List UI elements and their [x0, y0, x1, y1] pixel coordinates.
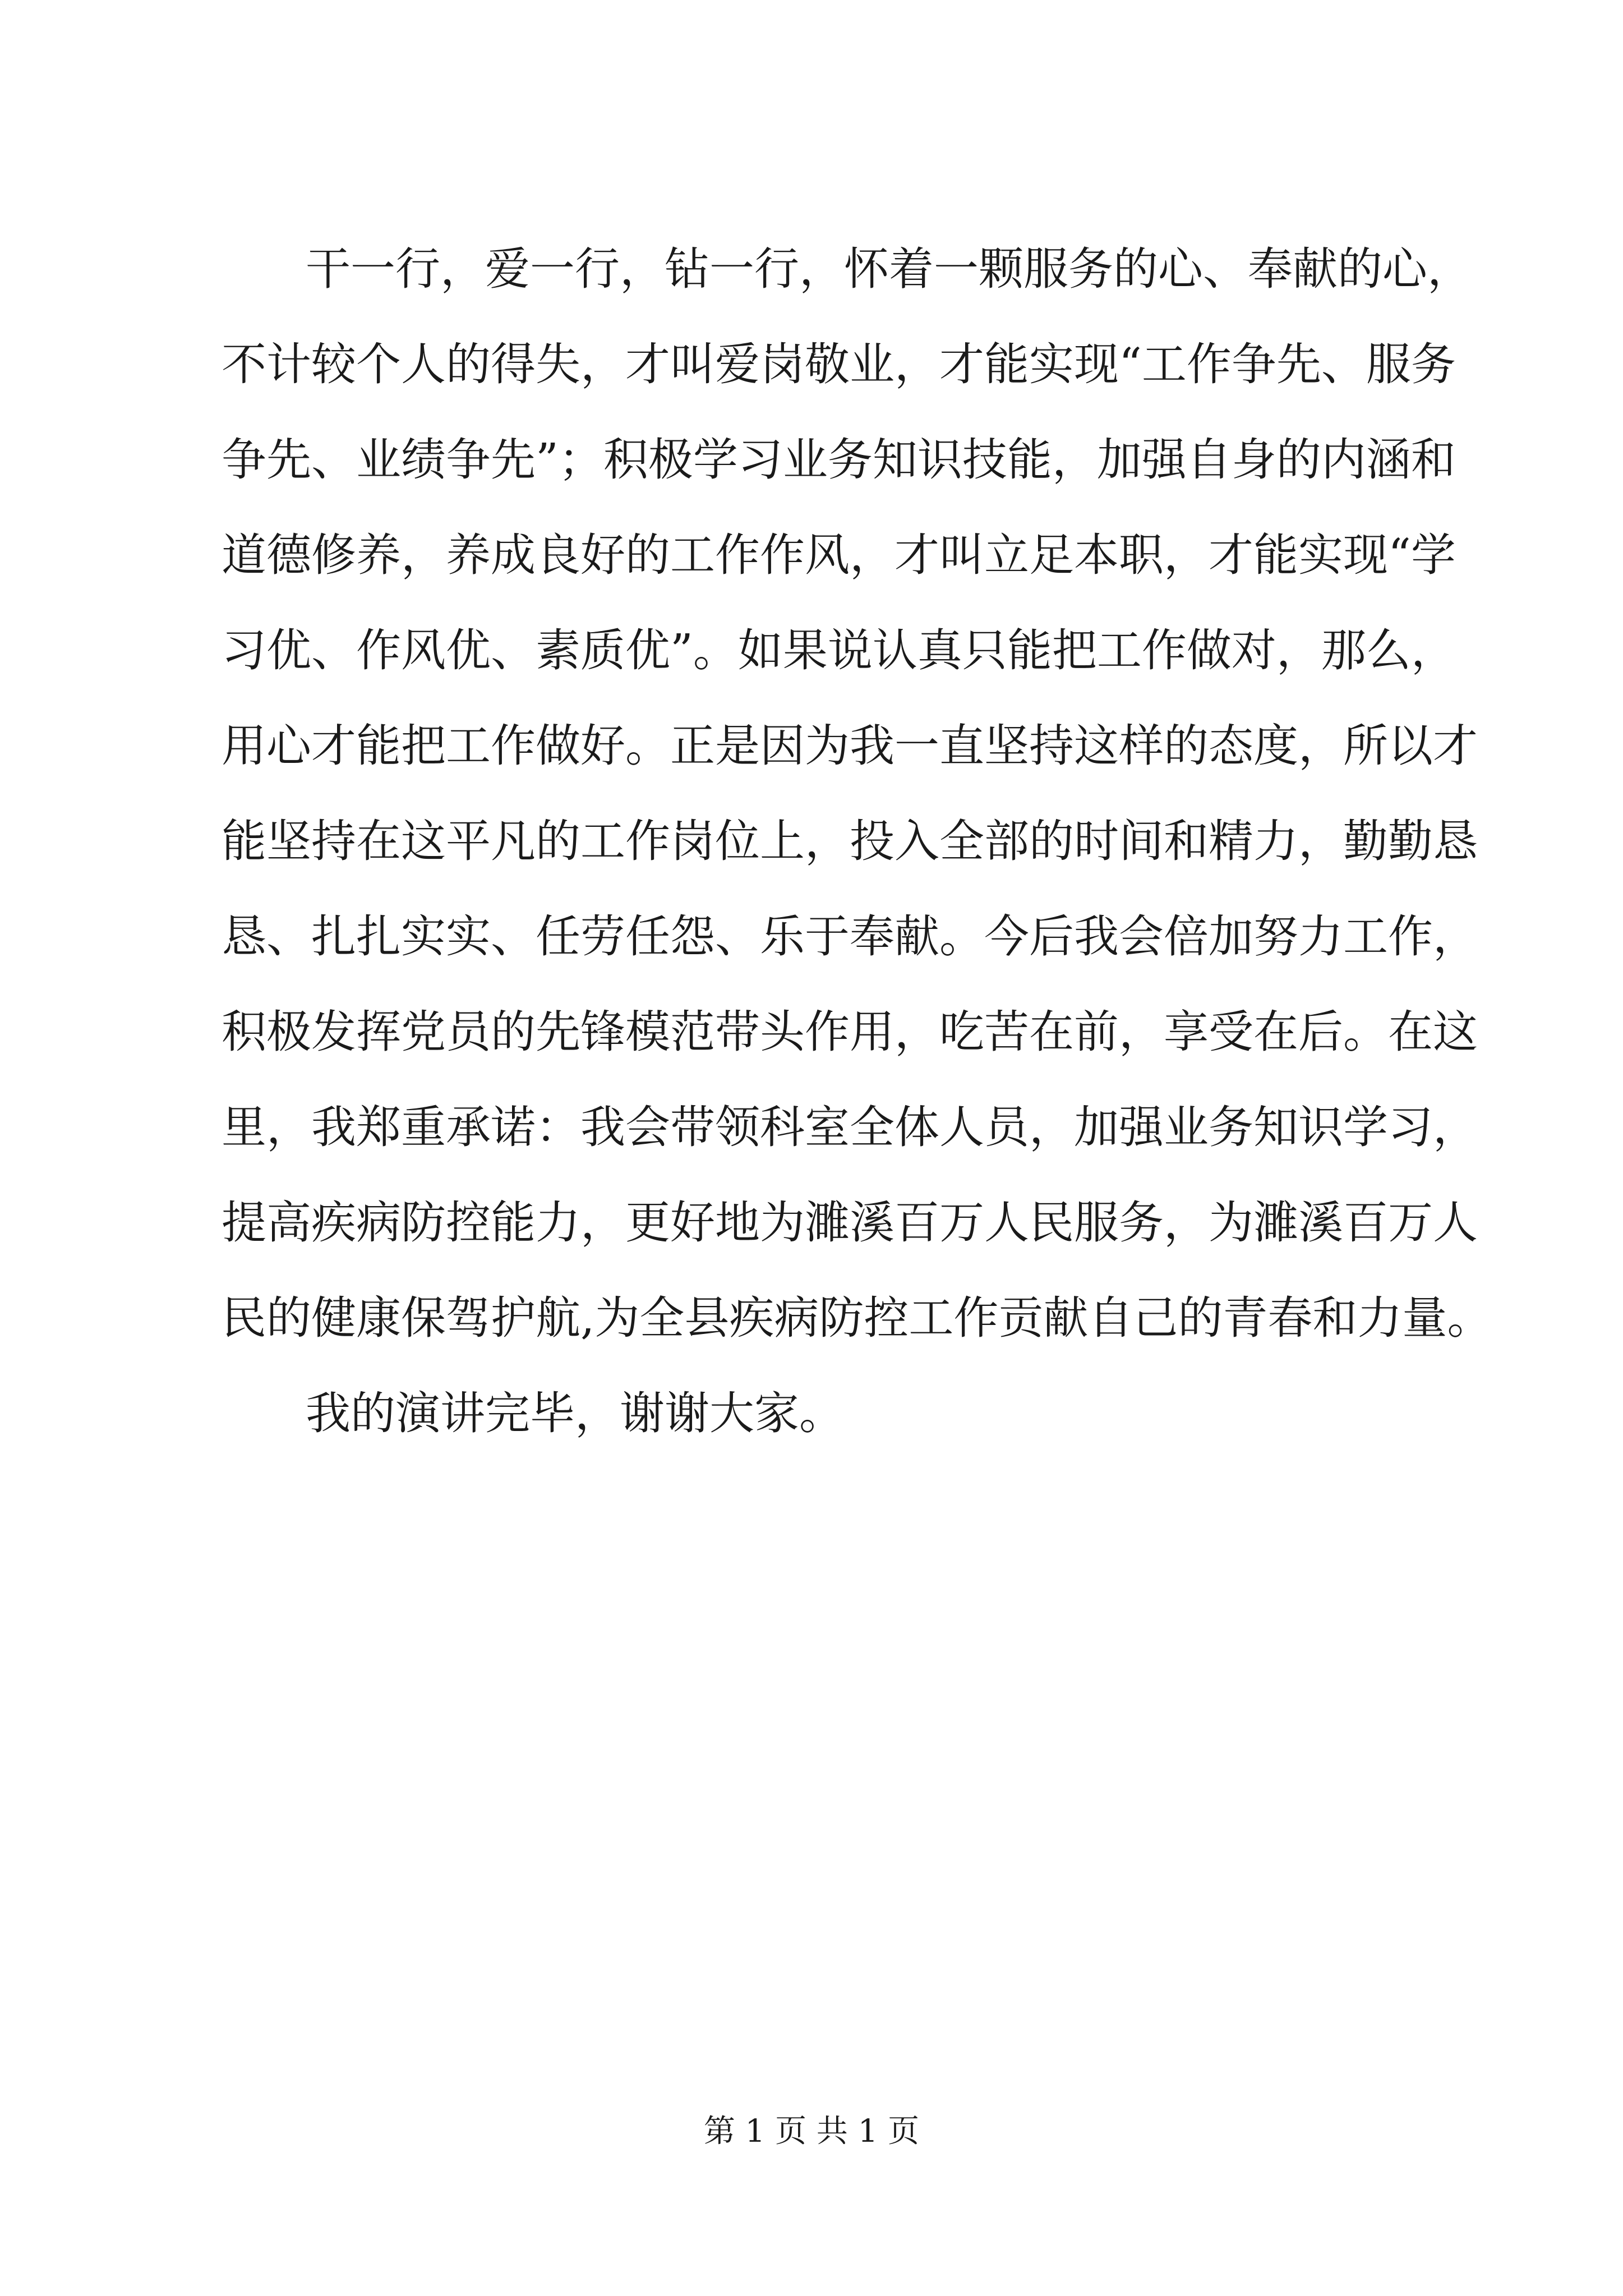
paragraph-1-line-7: 能坚持在这平凡的工作岗位上，投入全部的时间和精力，勤勤恳	[222, 815, 1478, 867]
paragraph-1-line-4: 道德修养，养成良好的工作作风，才叫立足本职，才能实现“学	[222, 529, 1456, 581]
paragraph-1-line-2: 不计较个人的得失，才叫爱岗敬业，才能实现“工作争先、服务	[222, 338, 1456, 390]
paragraph-1-line-5: 习优、作风优、素质优”。如果说认真只能把工作做对，那么，	[222, 624, 1456, 677]
paragraph-1-line-6: 用心才能把工作做好。正是因为我一直坚持这样的态度，所以才	[222, 720, 1478, 772]
paragraph-1-line-11: 提高疾病防控能力，更好地为濉溪百万人民服务，为濉溪百万人	[222, 1197, 1478, 1249]
paragraph-2-line-1: 我的演讲完毕，谢谢大家。	[306, 1387, 844, 1439]
paragraph-1-line-9: 积极发挥党员的先锋模范带头作用，吃苦在前，享受在后。在这	[222, 1006, 1478, 1058]
paragraph-1-line-8: 恳、扎扎实实、任劳任怨、乐于奉献。今后我会倍加努力工作，	[222, 910, 1478, 963]
paragraph-1-line-3: 争先、业绩争先”；积极学习业务知识技能，加强自身的内涵和	[222, 434, 1456, 486]
paragraph-1-line-1: 干一行，爱一行，钻一行，怀着一颗服务的心、奉献的心，	[306, 243, 1472, 295]
paragraph-1-line-10: 里，我郑重承诺：我会带领科室全体人员，加强业务知识学习，	[222, 1101, 1478, 1153]
page-footer: 第 1 页 共 1 页	[703, 2113, 920, 2150]
paragraph-1-line-12: 民的健康保驾护航,为全县疾病防控工作贡献自己的青春和力量。	[222, 1292, 1492, 1344]
